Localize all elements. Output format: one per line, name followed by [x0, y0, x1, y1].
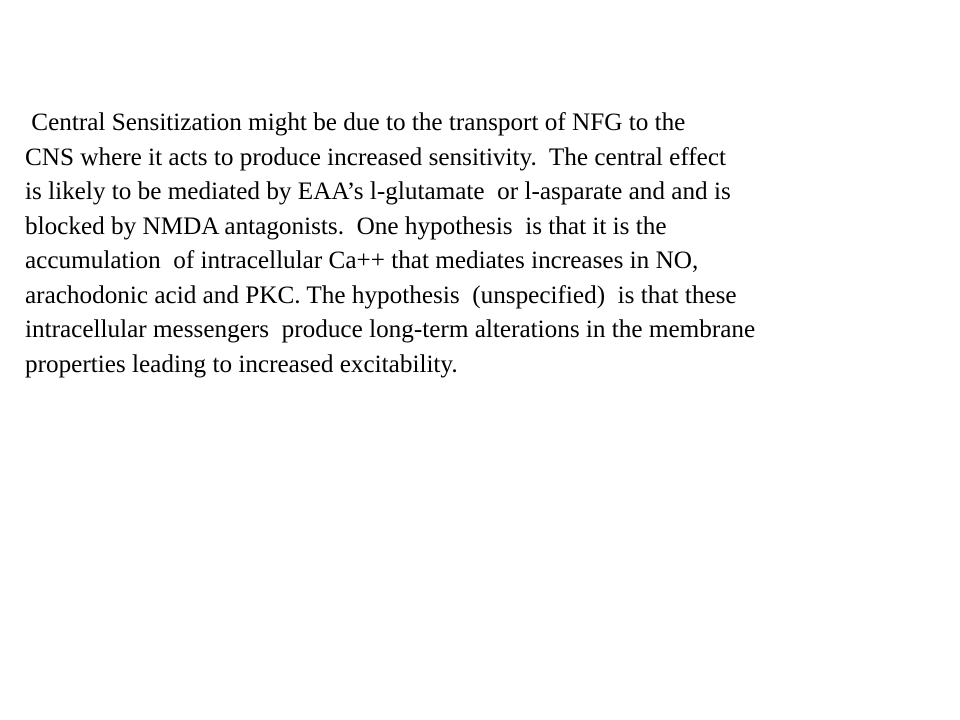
body-line: intracellular messengers produce long-term alterations in the membrane — [25, 316, 756, 343]
body-line: CNS where it acts to produce increased sensitivity. The central effect — [25, 143, 727, 171]
body-text — [25, 106, 945, 382]
body-line: is likely to be mediated by EAA’s l-glutamate or l-asparate and and is — [25, 178, 731, 205]
body-line: accumulation of intracellular Ca++ that mediates increases in NO, — [25, 247, 699, 274]
body-line: properties leading to increased excitability. — [25, 350, 458, 378]
body-line: blocked by NMDA antagonists. One hypothesis is that it is the — [25, 212, 667, 240]
body-line: arachodonic acid and PKC. The hypothesis (unspecified) is that these — [25, 281, 737, 309]
body-line: Central Sensitization might be due to the transport of NFG to the — [25, 109, 686, 136]
